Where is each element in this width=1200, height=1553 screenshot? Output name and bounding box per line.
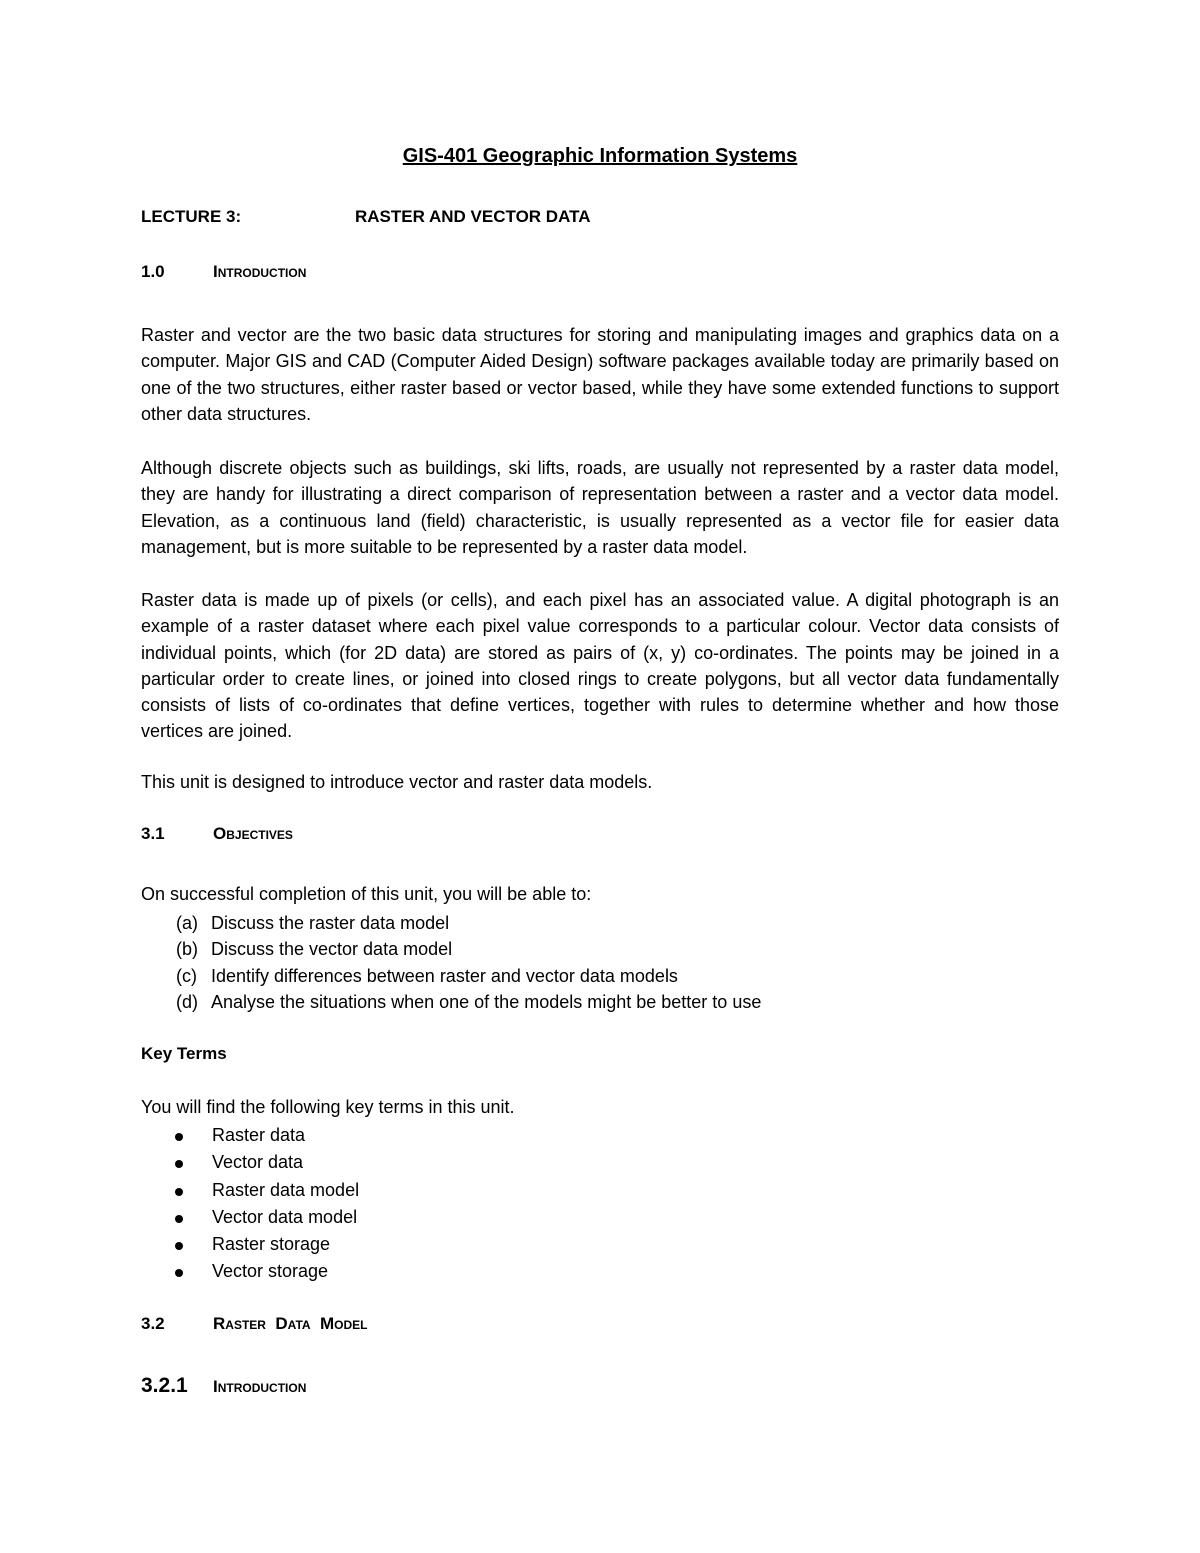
list-marker: (d) xyxy=(176,992,198,1013)
section-number: 3.1 xyxy=(141,824,165,843)
bullet-icon xyxy=(175,1160,183,1168)
list-item-text: Vector storage xyxy=(212,1261,329,1282)
list-marker: (b) xyxy=(176,939,198,960)
paragraph-2: Although discrete objects such as buildings, ski lifts, roads, are usually not represented by a raster data model, they are handy for illustrating a direct comparison of representation between a raster and a vector data model. Elevation, as a continuous land (field) characteristic, is usually represented as a vector file for easier data management, but is more suitable to be represented by a raster data model. xyxy=(141,458,1059,557)
lecture-label: LECTURE 3: xyxy=(141,207,242,226)
list-item-text: Analyse the situations when one of the models might be better to use xyxy=(211,992,762,1013)
list-item-text: Vector data xyxy=(212,1152,304,1173)
key-terms-heading: Key Terms xyxy=(141,1044,227,1063)
list-item-text: Vector data model xyxy=(212,1206,358,1227)
list-item-text: Identify differences between raster and vector data models xyxy=(211,965,678,986)
list-marker: (c) xyxy=(176,965,197,986)
objectives-intro: On successful completion of this unit, you will be able to: xyxy=(141,884,592,904)
section-title: Introduction xyxy=(213,1377,307,1396)
list-item-text: Discuss the raster data model xyxy=(211,913,450,933)
list-item-text: Raster data model xyxy=(212,1179,360,1200)
section-number: 3.2.1 xyxy=(141,1374,188,1397)
paragraph-4: This unit is designed to introduce vector and raster data models. xyxy=(141,772,653,792)
lecture-title: RASTER AND VECTOR DATA xyxy=(355,207,591,226)
list-item-text: Raster data xyxy=(212,1125,306,1145)
bullet-icon xyxy=(175,1188,183,1196)
section-number: 3.2 xyxy=(141,1314,165,1333)
list-item-text: Raster storage xyxy=(212,1234,331,1255)
section-title: Raster Data Model xyxy=(213,1314,368,1333)
list-item-text: Discuss the vector data model xyxy=(211,939,453,960)
bullet-icon xyxy=(175,1269,183,1277)
key-terms-intro: You will find the following key terms in this unit. xyxy=(141,1097,515,1117)
list-marker: (a) xyxy=(176,913,198,933)
paragraph-3: Raster data is made up of pixels (or cells), and each pixel has an associated value. A digital photograph is an example of a raster dataset where each pixel value corresponds to a particular colour. Vector data consists of individual points, which (for 2D data) are stored as pairs of (x, y) co-ordinates. The points may be joined in a particular order to create lines, or joined into closed rings to create polygons, but all vector data fundamentally consists of lists of co-ordinates that define vertices, together with rules to determine whether and how those vertices are joined. xyxy=(141,590,1059,742)
section-number: 1.0 xyxy=(141,262,165,281)
bullet-icon xyxy=(175,1242,183,1250)
bullet-icon xyxy=(175,1133,183,1141)
bullet-icon xyxy=(175,1215,183,1223)
document-title: GIS-401 Geographic Information Systems xyxy=(402,145,798,167)
section-title: Objectives xyxy=(213,824,293,843)
paragraph-1: Raster and vector are the two basic data structures for storing and manipulating images and graphics data on a computer. Major GIS and CAD (Computer Aided Design) software packages available today are primarily based on one of the two structures, either raster based or vector based, while they have some extended functions to support other data structures. xyxy=(141,325,1059,424)
section-title: Introduction xyxy=(213,262,307,281)
